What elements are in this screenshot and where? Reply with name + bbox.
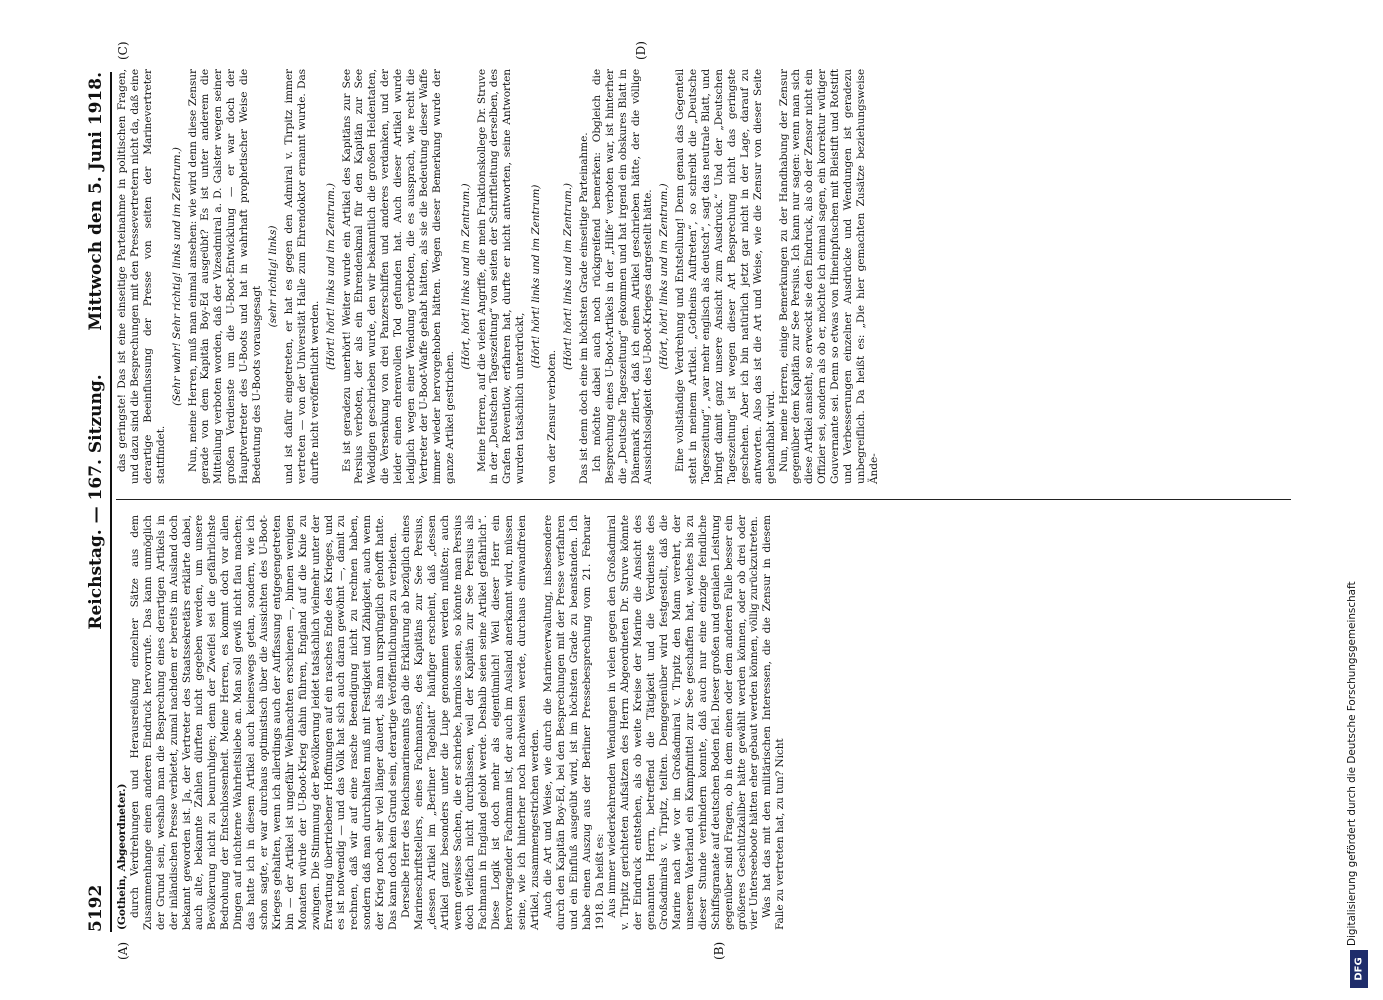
paragraph: das geringste! Das ist eine einseitige Parteinahme in politischen Fragen, und dazu sind die Besprechungen mit den Pressevertretern nicht da, daß eine derartige Beeinflussung der Presse von seiten der Marinevertreter stattfindet. [116,69,167,484]
paragraph: Ich möchte dabei auch noch rückgreifend bemerken: Obgleich die Besprechung eines U-Boot-Artikels in der „Hilfe“ verboten war, ist hinterher die „Deutsche Tageszeitung“ gekommen und hat irgend ein obskures Blatt in Dänemark zitiert, daß ich einen Artikel geschrieben hätte, der die völlige Aussichtslosigkeit des U-Boot-Krieges dargestellt hätte. [590,69,655,484]
margin-marker-c: (C) [116,41,130,60]
margin-marker-a: (A) [116,941,130,960]
digitization-note: Digitalisierung gefördert durch die Deutsche Forschungsgemeinschaft [1346,581,1358,946]
paragraph: durch Verdrehungen und Herausreißung einzelner Sätze aus dem Zusammenhange einen anderen Eindruck hervorrufe. Das kann unmöglich der Grund sein, weshalb man die Besprechung eines derartigen Artikels in der inländischen Presse verbietet, zumal nachdem er bereits im Ausland doch bekannt geworden ist. Ja, der Vertreter des Staatssekretärs erklärte dabei, auch alte, bekannte Zahlen dürften nicht gegeben werden, um unsere Bevölkerung nicht zu beunruhigen; denn der Zweifel sei die gefährlichste Bedrohung der Entschlossenheit. Meine Herren, es kommt doch vor allen Dingen auf nüchterne Wahrheitsliebe an. Man soll gewiß nicht flau machen; das hatte ich in diesem Artikel auch keineswegs getan, sondern, wie ich schon sagte, er war durchaus optimistisch über die Aussichten des U-Boot-Krieges gehalten, wenn ich allerdings auch der Auffassung entgegengetreten bin — der Artikel ist ungefähr Weihnachten erschienen —, binnen wenigen Monaten würde der U-Boot-Krieg dahin führen, England auf die Knie zu zwingen. Die Stimmung der Bevölkerung leidet tatsächlich vielmehr unter der Erwartung übertriebener Hoffnungen auf ein rasches Ende des Krieges, und es ist notwendig — und das Volk hat sich auch daran gewöhnt —, damit zu rechnen, daß wir auf eine rasche Beendigung nicht zu rechnen haben, sondern daß man durchhalten muß mit Festigkeit und Zähigkeit, auch wenn der Krieg noch sehr viel länger dauert, als man ursprünglich gehofft hatte. Das kann doch kein Grund sein, derartige Veröffentlichungen zu verbieten. [128,515,400,930]
dfg-logo-text: DFG [1353,957,1365,981]
digitization-credit [1346,6,1376,994]
paragraph: Es ist geradezu unerhört! Weiter wurde ein Artikel des Kapitäns zur See Persius verboten, der als ein Ehrendenkmal für den Kapitän zur See Weddigen geschrieben wurde, den wir bekanntlich die großen Heldentaten, die Versenkung von drei Panzerschiffen und anderes verdanken, und der leider einen ehrenvollen Tod gefunden hat. Auch dieser Artikel wurde lediglich wegen einer Wendung verboten, die es aussprach, wie recht die Vertreter der U-Boot-Waffe gehabt hätten, als sie die Bedeutung dieser Waffe immer wieder hervorgehoben hätten. Wegen dieser Bemerkung wurde der ganze Artikel gestrichen. [340,69,456,484]
page-header [70,72,112,932]
column-divider [116,499,1291,500]
interjection: (Hört! hört! links und im Zentrum.) [324,183,337,370]
paragraph: Auch die Art und Weise, wie durch die Marineverwaltung, insbesondere durch den Kapitän Boy-Ed, bei den Besprechungen mit der Presse verfahren und ein Einfluß ausgeübt wird, ist im höchsten Grade zu beanstanden. Ich habe einen Auszug aus der Berliner Pressebesprechung vom 21. Februar 1918. Da heißt es: [541,515,606,930]
paragraph: Derselbe Herr des Reichsmarineamts gab die Erklärung ab bezüglich eines Marineschriftstellers, eines Fachmannes, des Kapitäns zur See Persius, „dessen Artikel im „Berliner Tageblatt“ häufiger erscheint, daß „dessen Artikel ganz besonders unter die Lupe genommen werden müßten; auch wenn gewisse Sachen, die er schriebe, harmlos seien, so könnte man Persius doch vielfach nicht durchlassen, weil der Kapitän zur See Persius als Fachmann in England gelobt werde. Deshalb seien seine Artikel gefährlich“. Diese Logik ist doch mehr als eigentümlich! Weil dieser Herr ein hervorragender Fachmann ist, der auch im Ausland anerkannt wird, müssen seine, wie ich hinterher noch nachweisen werde, durchaus einwandfreien Artikel, zusammengestrichen werden. [399,515,541,930]
paragraph: Eine vollständige Verdrehung und Entstellung! Denn genau das Gegenteil steht in meinem Artikel. „Gotheins Auftreten“, so schreibt die „Deutsche Tageszeitung“, „war mehr englisch als deutsch“, sagt das neutrale Blatt, und bringt damit ganz unsere Ansicht zum Ausdruck.“ Und der „Deutschen Tageszeitung“ ist wegen dieser Art Besprechung nicht das geringste geschehen. Aber ich bin natürlich jetzt gar nicht in der Lage, darauf zu antworten. Also das ist die Art und Weise, wie die Zensur von dieser Seite gehandhabt wird. [674,69,777,484]
page-date: Mittwoch den 5. Juni 1918. [86,72,106,331]
margin-marker-d: (D) [634,41,648,60]
interjection: (Hört! hört! links und im Zentrum) [530,184,543,369]
quoted-passage: Aus immer wiederkehrenden Wendungen in vielen gegen den Großadmiral v. Tirpitz gerichteten Aufsätzen des Herrn Abgeordneten Dr. Struve könnte der Eindruck entstehen, als ob weite Kreise der Marine die Ansicht des genannten Herrn, betreffend die Tätigkeit und die Verdienste des Großadmirals v. Tirpitz, teilten. Demgegenüber wird festgestellt, daß die Marine nach wie vor im Großadmiral v. Tirpitz den Mann verehrt, der unserem Vaterland ein Kampfmittel zur See geschaffen hat, welches bis zu dieser Stunde verhindern konnte, daß auch nur eine einzige feindliche Schiffsgranate auf deutschen Boden fiel. Dieser großen und genialen Leistung gegenüber sind Fragen, ob in dem einen oder dem anderen Falle besser ein größeres Geschützkaliber hätte gewählt werden können, oder ob drei oder vier Unterseeboote hätten eher gebaut werden können, völlig zurückzutreten. [606,515,761,930]
paragraph: Was hat das mit den militärischen Interessen, die die Zensur in diesem Falle zu vertreten hat, zu tun? Nicht [761,515,787,930]
paragraph: Meine Herren, auf die vielen Angriffe, die mein Fraktionskollege Dr. Struve in der „Deutschen Tageszeitung“ von seiten der Schriftleitung derselben, des Grafen Reventlow, erfahren hat, durfte er nicht antworten, seine Antworten wurden tatsächlich unterdrückt, [475,69,527,484]
interjection: (sehr richtig! links) [266,225,279,328]
paragraph: Das ist denn doch eine im höchsten Grade einseitige Parteinahme. [577,132,590,484]
paragraph: Nun, meine Herren, einige Bemerkungen zu der Handhabung der Zensur gegenüber dem Kapitän zur See Persius. Ich kann nur sagen: wenn man sich diese Artikel ansieht, so erweckt sie den Eindruck, als ob der Zensor nicht ein Offizier sei, sondern als ob er, möchte ich einmal sagen, ein korrektur wütiger Gouvernante sei. Denn so etwas von Hineinpfuschen mit Bleistift und Rotstift und Verbesserungen einzelner Ausdrücke und Wendungen ist geradezu unbegreiflich. Da heißt es: „Die hier gemachten Zusätze beziehungsweise Ände- [777,69,880,484]
interjection: (Hört! hört! links und im Zentrum.) [562,183,574,370]
paragraph: Nun, meine Herren, muß man einmal ansehen: wie wird denn diese Zensur gerade von dem Kapitän Boy-Ed ausgeübt? Es ist unter anderem die Mitteilung verboten worden, daß der Vizeadmiral a. D. Galster wegen seiner großen Verdienste um die U-Boot-Entwicklung — er war doch der Hauptvertreter des U-Boots und hat in wahrhaft prophetischer Weise die Bedeutung des U-Boots vorausgesagt [186,69,264,484]
speaker-label: (Gothein, Abgeordneter.) [116,783,128,930]
page-number: 5192 [86,884,106,932]
paragraph: und ist dafür eingetreten, er hat es gegen den Admiral v. Tirpitz immer vertreten — von der Universität Halle zum Ehrendoktor ernannt wurde. Das durfte nicht veröffentlicht werden. [282,69,321,484]
interjection: (Sehr wahr! Sehr richtig! links und im Zentrum.) [170,147,183,406]
margin-marker-b: (B) [712,941,726,960]
dfg-logo [1350,950,1368,988]
page-title: Reichstag. — 167. Sitzung. [86,374,106,630]
interjection: (Hört, hört! links und im Zentrum.) [658,183,671,370]
right-text-column [116,69,1291,484]
interjection: (Hört, hört! links und im Zentrum.) [459,183,472,370]
left-text-column [116,515,1291,930]
paragraph: von der Zensur verboten. [546,350,559,484]
